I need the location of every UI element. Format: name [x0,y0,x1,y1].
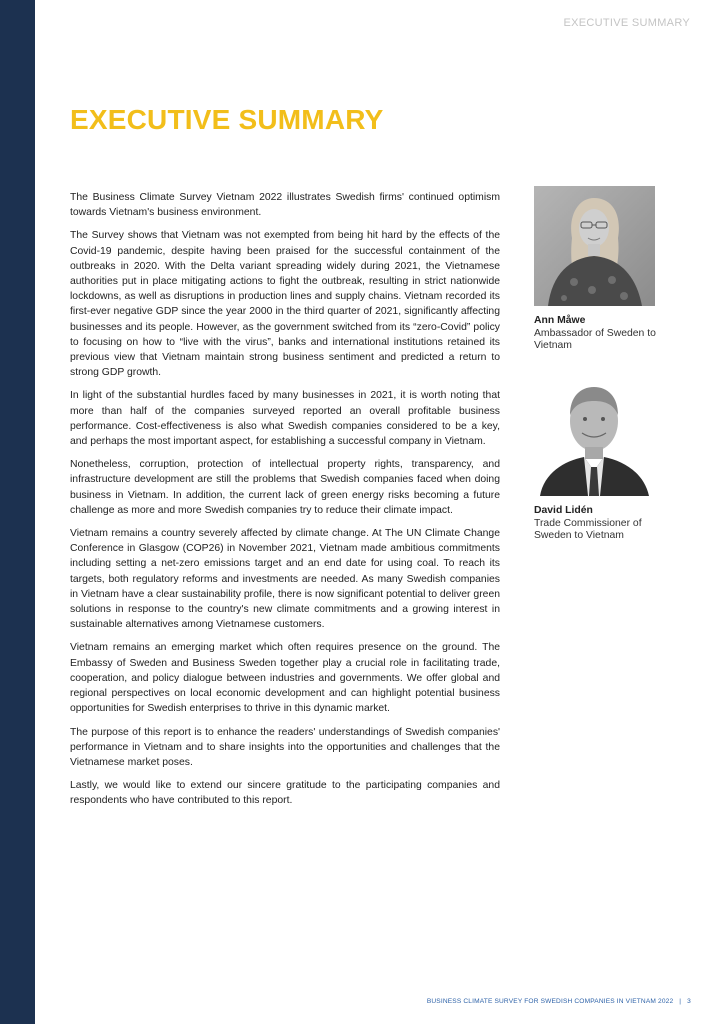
person-name: Ann Måwe [534,315,586,326]
page-number: 3 [687,998,691,1005]
side-accent-bar [0,0,35,1024]
person-role: Trade Commissioner of Sweden to Vietnam [534,517,642,542]
paragraph: Vietnam remains an emerging market which often requires presence on the ground. The Embassy of Sweden and Business Sweden together play a crucial role in facilitating trade, cooperation, and policy dialogue between industries and governments. We offer global and regional perspectives on local economic development and can highlight potential business opportunities for Swedish enterprises to thrive in this dynamic market. [70,642,500,715]
person-role: Ambassador of Sweden to Vietnam [534,327,656,352]
page-footer [427,998,691,1005]
paragraph: In light of the substantial hurdles faced by many businesses in 2021, it is worth noting that more than half of the companies surveyed reported an overall profitable business performance. Cost-effectiveness is also what Swedish companies considered to be a key, and perhaps the most important aspect, for establishing a successful company in Vietnam. [70,390,500,448]
caption-ann [534,315,674,353]
paragraph: Nonetheless, corruption, protection of intellectual property rights, transparency, and infrastructure development are still the problems that Swedish companies faced when doing business in Vietnam. In addition, the current lack of green energy risks becoming a future challenge as more and more Swedish companies try to reduce their climate impact. [70,459,500,516]
portrait-david-image [534,377,655,496]
footer-report-title: BUSINESS CLIMATE SURVEY FOR SWEDISH COMPANIES IN VIETNAM 2022 [426,998,674,1005]
person-name: David Lidén [534,505,593,516]
paragraph: Vietnam remains a country severely affected by climate change. At The UN Climate Change Conference in Glasgow (COP26) in November 2021, Vietnam made ambitious commitments including setting a net-zero emissions target and an end date for using coal. To reach its targets, both regulatory reforms and investments are needed. As many Swedish companies in Vietnam have a clear sustainability profile, there is now significant potential to deliver green solutions in response to the country's new climate commitments and a growing interest in sustainable alternatives among Vietnamese customers. [70,528,500,631]
paragraph: Lastly, we would like to extend our sincere gratitude to the participating companies and respondents who have contributed to this report. [70,780,500,807]
portrait-ann-image [534,186,655,306]
page-title: EXECUTIVE SUMMARY [70,104,384,135]
paragraph: The Survey shows that Vietnam was not exempted from being hit hard by the effects of the Covid-19 pandemic, despite having been praised for the successful containment of the outbreaks in 2020. With the Delta variant spreading widely during 2021, the Vietnamese authorities put in place mitigating actions to fight the outbreak, resulting in strict nationwide lockdowns, as well as disruptions in production lines and supply chains. Vietnam recorded its first-ever negative GDP since the year 2000 in the third quarter of 2021, significantly affecting businesses and its people. However, as the government switched from its “zero-Covid” policy to focusing on how to “live with the virus”, banks and international institutions retained its previous view that Vietnam maintain strong business sentiment and predicted a return to strong GDP growth. [70,230,500,379]
body-text [70,190,500,817]
paragraph: The Business Climate Survey Vietnam 2022 illustrates Swedish firms' continued optimism towards Vietnam's business environment. [70,192,500,219]
portrait-photo-ann [534,186,655,306]
running-header: EXECUTIVE SUMMARY [563,17,690,29]
paragraph: The purpose of this report is to enhance the readers' understandings of Swedish companies' performance in Vietnam and to share insights into the opportunities and challenges that the Vietnamese market poses. [70,726,500,768]
footer-separator: | [679,998,682,1005]
caption-david [534,505,674,543]
portrait-photo-david [534,377,655,496]
